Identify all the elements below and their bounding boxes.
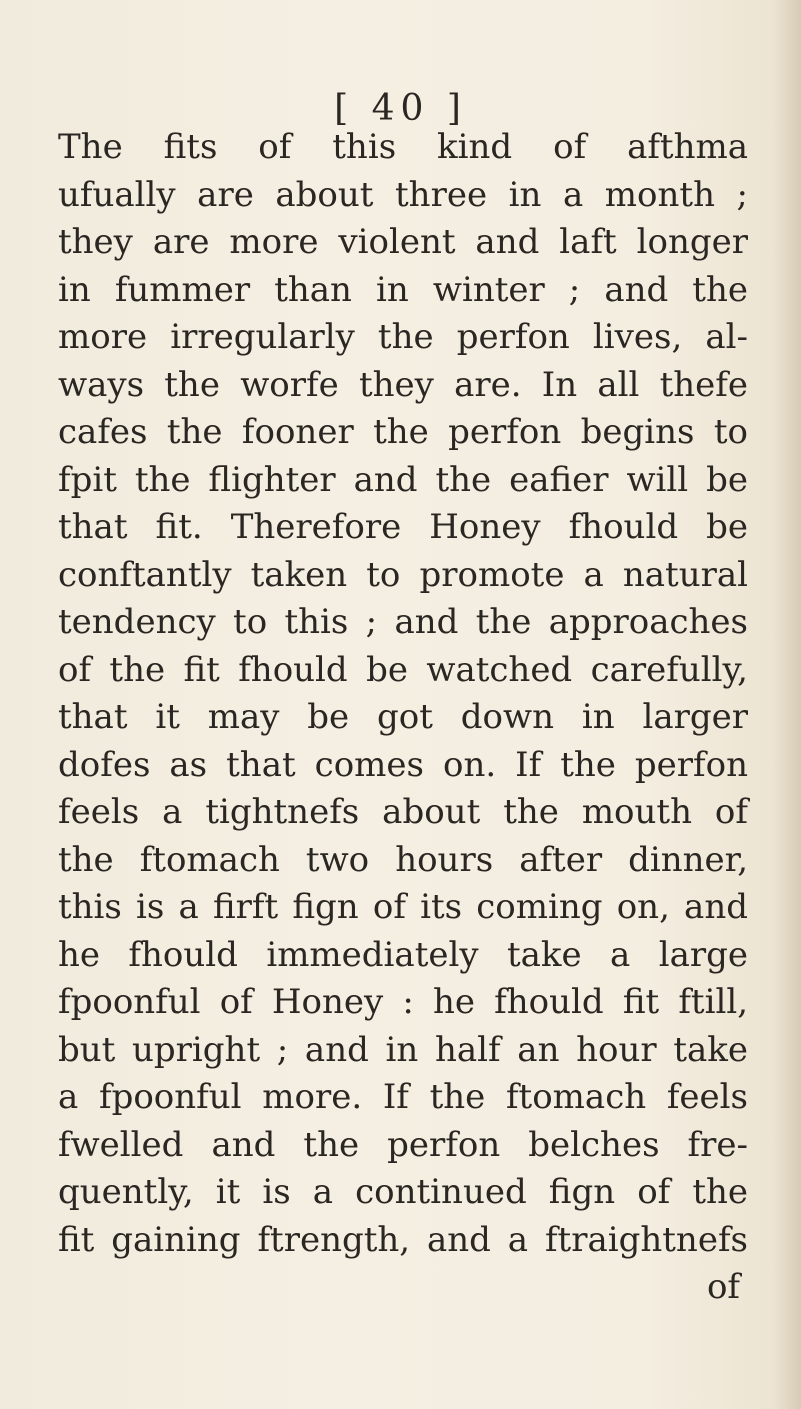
text-line: they are more violent and laft longer	[58, 222, 748, 262]
text-line: cafes the fooner the perfon begins to	[58, 412, 748, 452]
page-number: [ 40 ]	[334, 88, 467, 129]
text-line: more irregularly the perfon lives, al-	[58, 317, 748, 357]
text-line: ufually are about three in a month ;	[58, 174, 748, 215]
page-edge-shadow	[773, 0, 801, 1409]
text-line: he fhould immediately take a large	[58, 934, 748, 975]
text-line: in fummer than in winter ; and the	[58, 269, 748, 310]
body-text	[58, 124, 748, 1312]
text-line: a fpoonful more. If the ftomach feels	[58, 1077, 748, 1117]
text-line: tendency to this ; and the approaches	[58, 602, 748, 642]
text-line: that it may be got down in larger	[58, 697, 748, 737]
text-line: this is a firft fign of its coming on, and	[58, 887, 748, 927]
text-line: fpoonful of Honey : he fhould fit ftill,	[58, 982, 748, 1022]
text-line: feels a tightnefs about the mouth of	[58, 792, 748, 832]
text-line: fit gaining ftrength, and a ftraightnefs	[58, 1219, 748, 1260]
text-line: The fits of this kind of afthma	[58, 127, 748, 167]
text-line: quently, it is a continued fign of the	[58, 1172, 748, 1212]
text-line: dofes as that comes on. If the perfon	[58, 744, 748, 785]
text-line: fwelled and the perfon belches fre-	[58, 1124, 748, 1165]
text-line: but upright ; and in half an hour take	[58, 1029, 748, 1070]
text-line: ways the worfe they are. In all thefe	[58, 364, 748, 405]
text-line: the ftomach two hours after dinner,	[58, 839, 748, 880]
text-line: conftantly taken to promote a natural	[58, 554, 748, 595]
text-line: of the fit fhould be watched carefully,	[58, 649, 748, 690]
text-line: that fit. Therefore Honey fhould be	[58, 507, 748, 547]
catchword: of	[706, 1267, 740, 1307]
text-line: fpit the flighter and the eafier will be	[58, 459, 748, 500]
